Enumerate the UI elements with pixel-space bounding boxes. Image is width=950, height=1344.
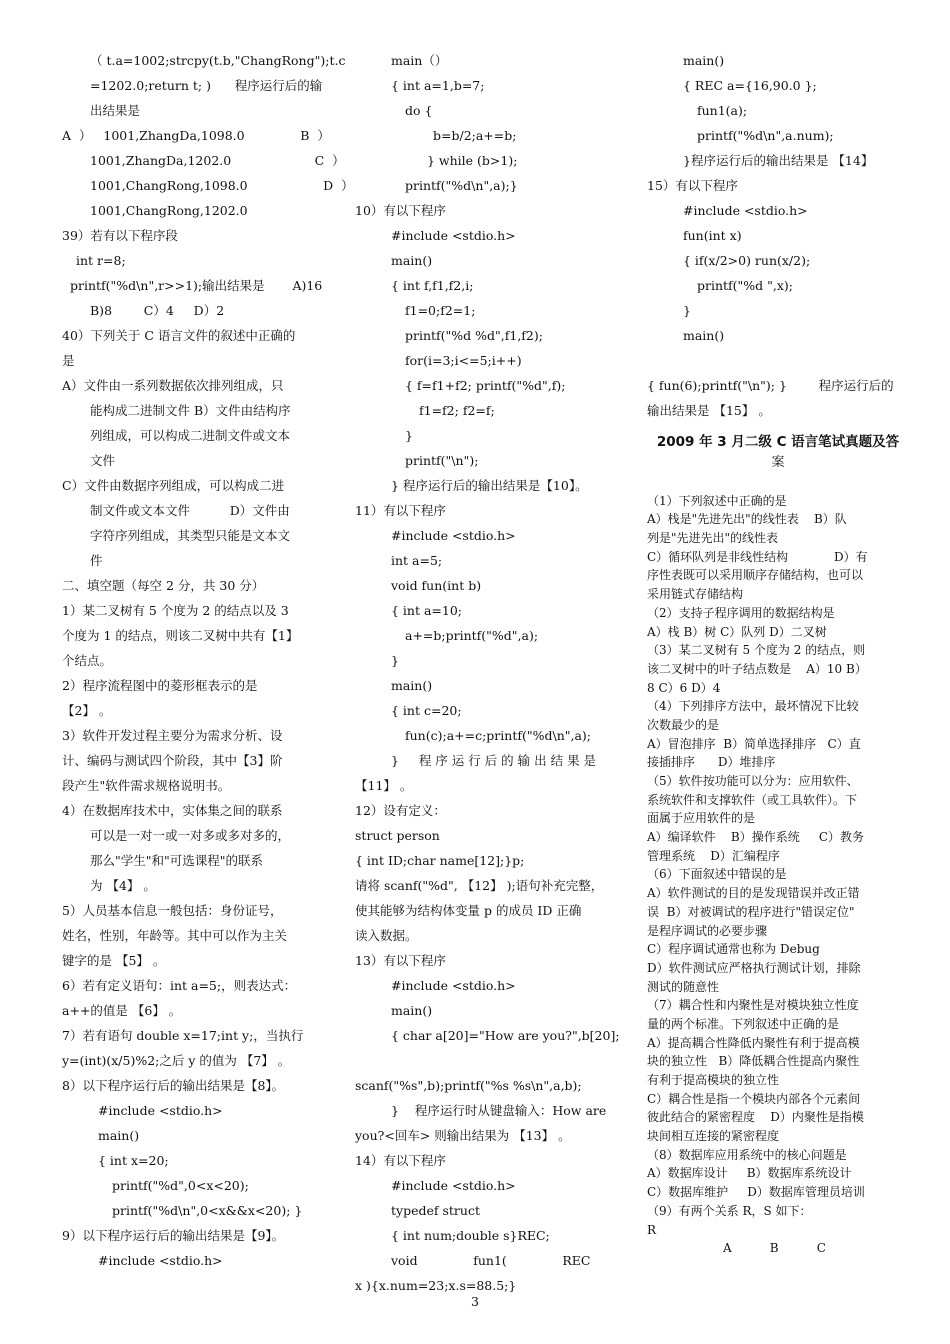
text-line: 计、编码与测试四个阶段，其中【3】阶 <box>62 753 283 768</box>
text-line: int a=5; <box>391 553 443 568</box>
text-line: #include <stdio.h> <box>683 203 808 218</box>
text-line: 1001,ChangRong,1098.0 D ） <box>90 178 354 193</box>
text-line: 二、填空题（每空 2 分，共 30 分） <box>62 578 265 593</box>
question-line: （2）支持子程序调用的数据结构是 <box>647 605 835 620</box>
question-line: C）数据库维护 D）数据库管理员培训 <box>647 1185 865 1200</box>
question-line: C）循环队列是非线性结构 D）有 <box>647 549 868 564</box>
text-line: #include <stdio.h> <box>391 228 516 243</box>
text-line: A ） 1001,ZhangDa,1098.0 B ） <box>62 128 330 143</box>
text-line: 2）程序流程图中的菱形框表示的是 <box>62 678 258 693</box>
text-line: 使其能够为结构体变量 p 的成员 ID 正确 <box>355 903 582 918</box>
text-line: printf("%d\n",a);} <box>405 178 518 193</box>
text-line: { f=f1+f2; printf("%d",f); <box>405 378 566 393</box>
question-line: 彼此结合的紧密程度 D）内聚性是指模 <box>647 1110 864 1125</box>
question-line: 系统软件和支撑软件（或工具软件）。下 <box>647 792 858 807</box>
text-line: struct person <box>355 828 440 843</box>
text-line: x ){x.num=23;x.s=88.5;} <box>355 1278 517 1293</box>
question-line: A B C <box>723 1241 826 1256</box>
text-line: 件 <box>90 553 103 568</box>
text-line: =1202.0;return t; ) 程序运行后的输 <box>90 78 323 93</box>
text-line: #include <stdio.h> <box>391 978 516 993</box>
text-line: 请将 scanf("%d", 【12】 );语句补充完整， <box>355 878 604 893</box>
text-line: 13）有以下程序 <box>355 953 446 968</box>
text-line: } while (b>1); <box>427 153 518 168</box>
text-line: int r=8; <box>76 253 126 268</box>
text-line: main（） <box>391 53 448 68</box>
text-line: } <box>683 303 691 318</box>
text-line: printf("%d\n",r>>1);输出结果是 A)16 <box>70 278 323 293</box>
question-line: 采用链式存储结构 <box>647 587 744 602</box>
question-line: （4）下列排序方法中，最坏情况下比较 <box>647 699 859 714</box>
text-line: 为 【4】 。 <box>90 878 156 893</box>
text-line: } <box>391 653 399 668</box>
question-line: R <box>647 1222 657 1237</box>
text-line: printf("%d\n",0<x&&x<20); } <box>112 1203 303 1218</box>
question-line: A）编译软件 B）操作系统 C）教务 <box>647 830 864 845</box>
question-line: A）栈 B）树 C）队列 D）二叉树 <box>647 624 827 639</box>
text-line: #include <stdio.h> <box>98 1103 223 1118</box>
question-line: 列是"先进先出"的线性表 <box>647 531 779 546</box>
text-line: 出结果是 <box>90 103 141 118</box>
question-line: A）数据库设计 B）数据库系统设计 <box>647 1166 852 1181</box>
text-line: 文件 <box>90 453 116 468</box>
text-line: a+=b;printf("%d",a); <box>405 628 539 643</box>
text-line: main() <box>98 1128 140 1143</box>
question-line: （1）下列叙述中正确的是 <box>647 493 787 508</box>
question-line: D）软件测试应严格执行测试计划，排除 <box>647 960 861 975</box>
text-line: 8）以下程序运行后的输出结果是【8】。 <box>62 1078 285 1093</box>
text-line: fun(c);a+=c;printf("%d\n",a); <box>405 728 592 743</box>
text-line: fun(int x) <box>683 228 742 243</box>
question-line: 有利于提高模块的独立性 <box>647 1073 780 1087</box>
text-line: main() <box>391 253 433 268</box>
text-line: you?<回车> 则输出结果为 【13】 。 <box>355 1128 571 1143</box>
text-line: } 程 序 运 行 后 的 输 出 结 果 是 <box>391 753 597 768</box>
question-line: 测试的随意性 <box>647 979 720 994</box>
question-line: 量的两个标准。下列叙述中正确的是 <box>647 1016 840 1031</box>
text-line: } 程序运行后的输出结果是【10】。 <box>391 478 588 493</box>
text-line: printf("%d ",x); <box>697 278 794 293</box>
question-line <box>647 473 909 492</box>
text-line: fun1(a); <box>697 103 748 118</box>
question-line: A）提高耦合性降低内聚性有利于提高模 <box>647 1035 860 1050</box>
text-line: 9）以下程序运行后的输出结果是【9】。 <box>62 1228 285 1243</box>
text-line: 1001,ChangRong,1202.0 <box>90 203 248 218</box>
text-line: 个度为 1 的结点，则该二叉树中共有【1】 <box>62 628 299 643</box>
text-line: 7）若有语句 double x=17;int y;，当执行 <box>62 1028 304 1043</box>
question-line: （8）数据库应用系统中的核心问题是 <box>647 1147 847 1162</box>
text-line: { char a[20]="How are you?",b[20]; <box>391 1028 620 1043</box>
section-heading: 2009 年 3 月二级 C 语言笔试真题及答 <box>656 434 900 450</box>
question-line: （6）下面叙述中错误的是 <box>647 867 787 882</box>
text-line: { int c=20; <box>391 703 462 718</box>
text-line: }程序运行后的输出结果是 【14】 <box>683 153 874 168</box>
text-line: 1）某二叉树有 5 个度为 2 的结点以及 3 <box>62 603 289 618</box>
column-middle <box>355 48 620 1298</box>
question-line: （5）软件按功能可以分为：应用软件、 <box>647 774 859 788</box>
question-line: （7）耦合性和内聚性是对模块独立性度 <box>647 998 859 1013</box>
question-line: A）冒泡排序 B）简单选择排序 C）直 <box>647 736 861 751</box>
text-line: 6）若有定义语句：int a=5;，则表达式： <box>62 978 297 993</box>
text-line: main() <box>683 53 725 68</box>
text-line: A）文件由一系列数据依次排列组成，只 <box>62 378 284 393</box>
question-line: 块的独立性 B）降低耦合性提高内聚性 <box>647 1054 860 1069</box>
text-line: } <box>405 428 413 443</box>
text-line: } 程序运行时从键盘输入：How are <box>391 1103 607 1118</box>
text-line: main() <box>391 678 433 693</box>
column-right <box>647 48 909 1258</box>
text-line: typedef struct <box>391 1203 480 1218</box>
text-line: void fun(int b) <box>391 578 482 593</box>
text-line: 可以是一对一或一对多或多对多的， <box>90 828 291 843</box>
text-line: C）文件由数据序列组成，可以构成二进 <box>62 478 285 493</box>
text-line: 1001,ZhangDa,1202.0 C ） <box>90 153 345 168</box>
question-line: A）栈是"先进先出"的线性表 B）队 <box>647 512 847 527</box>
text-line: 输出结果是 【15】 。 <box>647 403 771 418</box>
text-line: { int num;double s}REC; <box>391 1228 550 1243</box>
text-line: 是 <box>62 353 75 368</box>
text-line: 字符序列组成，其类型只能是文本文 <box>90 528 291 543</box>
text-line: 读入数据。 <box>355 928 418 943</box>
text-line: { if(x/2>0) run(x/2); <box>683 253 811 268</box>
text-line: 段产生"软件需求规格说明书。 <box>62 778 231 793</box>
text-line: #include <stdio.h> <box>391 528 516 543</box>
question-line: （3）某二叉树有 5 个度为 2 的结点，则 <box>647 643 866 658</box>
text-line: main() <box>391 1003 433 1018</box>
text-line: 11）有以下程序 <box>355 503 446 518</box>
text-line: 能构成二进制文件 B）文件由结构序 <box>90 403 291 418</box>
question-line: 序性表既可以采用顺序存储结构，也可以 <box>647 568 864 583</box>
text-line: 4）在数据库技术中，实体集之间的联系 <box>62 803 283 818</box>
text-line: { fun(6);printf("\n"); } 程序运行后的 <box>647 378 894 393</box>
text-line: （ t.a=1002;strcpy(t.b,"ChangRong");t.c <box>90 53 346 68</box>
question-line: C）程序调试通常也称为 Debug <box>647 942 820 957</box>
question-line: A）软件测试的目的是发现错误并改正错 <box>647 886 860 901</box>
text-line <box>647 348 909 373</box>
column-left <box>62 48 354 1273</box>
text-line: 那么"学生"和"可选课程"的联系 <box>90 853 263 868</box>
text-line: for(i=3;i<=5;i++) <box>405 353 522 368</box>
text-line: printf("%d\n",a.num); <box>697 128 834 143</box>
text-line: a++的值是 【6】 。 <box>62 1003 182 1018</box>
question-line: 次数最少的是 <box>647 717 720 732</box>
question-line: 面属于应用软件的是 <box>647 811 756 826</box>
text-line: 个结点。 <box>62 653 113 668</box>
text-line: { int ID;char name[12];}p; <box>355 853 525 868</box>
question-line: 误 B）对被调试的程序进行"错误定位" <box>647 904 855 919</box>
text-line: { int a=1,b=7; <box>391 78 485 93</box>
text-line: do { <box>405 103 433 118</box>
text-line: 40）下列关于 C 语言文件的叙述中正确的 <box>62 328 296 343</box>
text-line: #include <stdio.h> <box>391 1178 516 1193</box>
text-line: { int a=10; <box>391 603 463 618</box>
text-line: 姓名，性别，年龄等。其中可以作为主关 <box>62 928 288 943</box>
text-line: 15）有以下程序 <box>647 178 738 193</box>
text-line: 列组成，可以构成二进制文件或文本 <box>90 428 291 443</box>
text-line: 12）设有定义： <box>355 803 446 818</box>
question-line: 是程序调试的必要步骤 <box>647 923 768 938</box>
text-line: 【2】 。 <box>62 703 112 718</box>
text-line: 5）人员基本信息一般包括：身份证号， <box>62 903 283 918</box>
text-line <box>355 1048 617 1073</box>
text-line: B)8 C）4 D）2 <box>90 303 225 318</box>
text-line: void fun1( REC <box>391 1253 591 1268</box>
question-line: C）耦合性是指一个模块内部各个元素间 <box>647 1091 861 1106</box>
text-line: 3）软件开发过程主要分为需求分析、设 <box>62 728 283 743</box>
text-line: 39）若有以下程序段 <box>62 228 178 243</box>
text-line: printf("\n"); <box>405 453 479 468</box>
text-line: { int f,f1,f2,i; <box>391 278 474 293</box>
question-line: 接插排序 D）堆排序 <box>647 755 776 770</box>
text-line: main() <box>683 328 725 343</box>
text-line: b=b/2;a+=b; <box>433 128 517 143</box>
text-line: { int x=20; <box>98 1153 169 1168</box>
text-line: #include <stdio.h> <box>98 1253 223 1268</box>
text-line: 制文件或文本文件 D）文件由 <box>90 503 290 518</box>
question-line: 该二叉树中的叶子结点数是 A）10 B） <box>647 661 867 676</box>
text-line: scanf("%s",b);printf("%s %s\n",a,b); <box>355 1078 582 1093</box>
text-line: f1=f2; f2=f; <box>419 403 495 418</box>
question-line: 管理系统 D）汇编程序 <box>647 848 780 863</box>
question-line: （9）有两个关系 R，S 如下： <box>647 1203 812 1218</box>
text-line: 14）有以下程序 <box>355 1153 446 1168</box>
text-line: 【11】 。 <box>355 778 413 793</box>
section-heading-cont: 案 <box>771 455 785 470</box>
text-line: 键字的是 【5】 。 <box>62 953 166 968</box>
question-line: 8 C）6 D）4 <box>647 680 721 695</box>
text-line: y=(int)(x/5)%2;之后 y 的值为 【7】 。 <box>62 1053 291 1068</box>
text-line: { REC a={16,90.0 }; <box>683 78 817 93</box>
text-line: printf("%d %d",f1,f2); <box>405 328 543 343</box>
page-number: 3 <box>471 1294 479 1309</box>
text-line: printf("%d",0<x<20); <box>112 1178 249 1193</box>
text-line: f1=0;f2=1; <box>405 303 476 318</box>
question-line: 块间相互连接的紧密程度 <box>647 1129 780 1144</box>
text-line: 10）有以下程序 <box>355 203 446 218</box>
